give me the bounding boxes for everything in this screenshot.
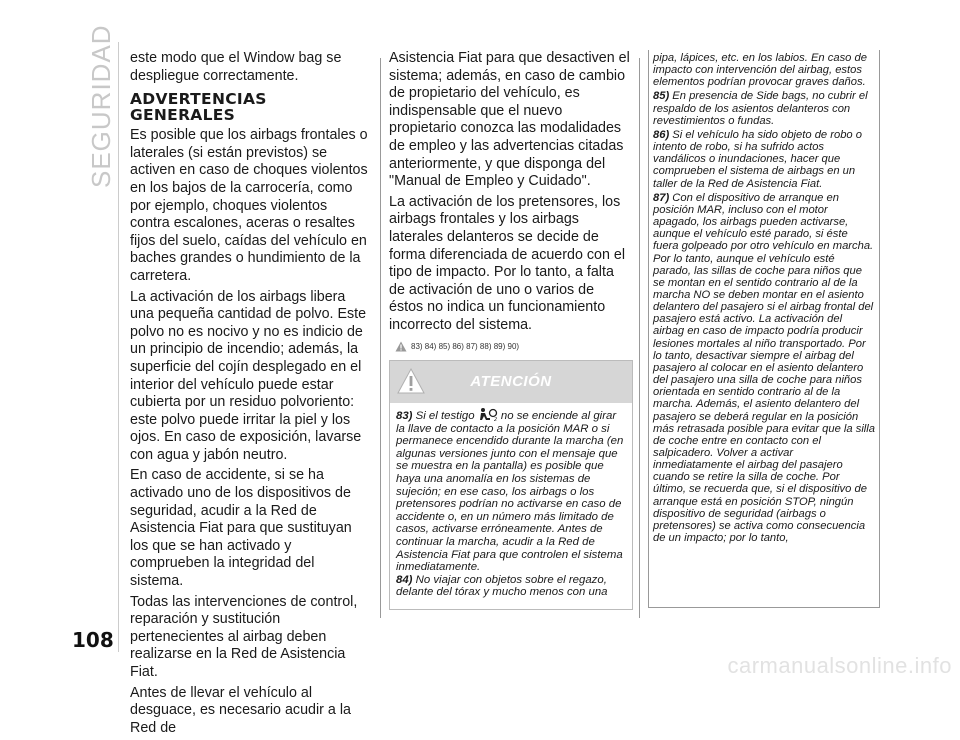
section-heading: ADVERTENCIAS GENERALES: [130, 90, 267, 125]
attention-header: [390, 361, 632, 403]
note-84: [396, 574, 626, 599]
note-87: [653, 192, 875, 545]
note-number: 84): [396, 573, 413, 586]
attention-body: [390, 403, 632, 603]
note-83: [396, 407, 626, 574]
note-text: pipa, lápices, etc. en los labios. En caso de impacto con intervención del airbag, estos elementos podrían provocar graves daños.: [653, 52, 867, 89]
note-text: En presencia de Side bags, no cubrir el respaldo de los asientos delanteros con revestimientos o fundas.: [653, 90, 868, 127]
paragraph: Todas las intervenciones de control, reparación y sustitución pertenecientes al airbag deben realizarse en la Red de Asistencia Fiat.: [130, 593, 358, 680]
column-2: [389, 50, 631, 352]
svg-text:2: 2: [493, 417, 497, 421]
paragraph: Asistencia Fiat para que desactiven el sistema; además, en caso de cambio de propietario del vehículo, es indispensable que el nuevo propietario conozca las modalidades de empleo y las advertencias citadas anteriormente, y que disponga del "Manual de Empleo y Cuidado".: [389, 50, 630, 190]
intro-paragraph: este modo que el Window bag se despliegue correctamente.: [130, 50, 342, 84]
side-divider: [118, 42, 119, 652]
note-number: 86): [653, 128, 670, 141]
reference-list: 83) 84) 85) 86) 87) 88) 89) 90): [411, 341, 520, 351]
paragraph: Antes de llevar el vehículo al desguace, es necesario acudir a la Red de: [130, 684, 351, 736]
column-1: [130, 50, 370, 740]
warning-references: [395, 341, 631, 352]
column-divider: [639, 58, 640, 618]
paragraph: La activación de los airbags libera una pequeña cantidad de polvo. Este polvo no es nocivo y no es indicio de un principio de incendio; además, la superficie del cojín desplegado en el interior del vehículo puede estar cubierta por un residuo polvoriento: este polvo puede irritar la piel y los ojos. En caso de exposición, lavarse con agua y jabón neutro.: [130, 288, 367, 463]
note-number: 85): [653, 90, 670, 103]
watermark: carmanualsonline.info: [727, 653, 952, 678]
warning-triangle-icon: [395, 341, 407, 352]
paragraph: Es posible que los airbags frontales o laterales (si están previstos) se activen en caso de choques violentos en los bajos de la carrocería, como por ejemplo, choques violentos contra escalones, aceras o resaltes fijos del suelo, caídas del vehículo en baches grandes o hundimiento de la carretera.: [130, 127, 368, 284]
airbag-warning-icon: [478, 407, 498, 421]
note-text: Con el dispositivo de arranque en posición MAR, incluso con el motor apagado, los airbags pueden activarse, aunque el vehículo esté parado, si éste fuera golpeado por otro vehículo en marcha. Por lo tanto, aunque el vehículo esté parado, las sillas de coche para niños que se montan en el sentido contrario al de la marcha NO se deben montar en el asiento delantero del pasajero si el airbag frontal del pasajero está activo. La activación del airbag en caso de impacto podría producir lesiones mortales al niño transportado. Por lo tanto, desactivar siempre el airbag del pasajero al colocar en el asiento delantero del pasajero una silla de coche para niños orientada en sentido contrario al de la marcha. Además, el asiento delantero del pasajero se deberá regular en la posición más retrasada posible para evitar que la silla de coche entre en contacto con el salpicadero. Volver a activar inmediatamente el airbag del pasajero cuando se retire la silla de coche. Por último, se recuerda que, si el dispositivo de arranque está en posición STOP, ningún dispositivo de seguridad (airbags o pretensores) se activa como consecuencia de un impacto; por lo tanto,: [653, 191, 876, 545]
note-text: Si el testigo: [415, 410, 475, 422]
note-85: [653, 90, 875, 126]
note-continuation: [653, 52, 875, 88]
column-3-notes: [648, 50, 880, 608]
page-number: 108: [72, 628, 114, 652]
note-text: no se enciende al girar la llave de contacto a la posición MAR o si permanece encendido durante la marcha (en algunas versiones junto con el mensaje que se muestra en la pantalla) es posible que haya una anomalía en los sistemas de sujeción; en ese caso, los airbags o los pretensores podrían no activarse en caso de accidente o, en un número más limitado de casos, activarse erróneamente. Antes de continuar la marcha, acudir a la Red de Asistencia Fiat para que controlen el sistema inmediatamente.: [396, 410, 624, 574]
attention-title: ATENCIÓN: [470, 373, 552, 390]
paragraph: La activación de los pretensores, los airbags frontales y los airbags laterales delanteros se decide de forma diferenciada de acuerdo con el tipo de impacto. Por lo tanto, a falta de activación de uno o varios de éstos no indica un funcionamiento incorrecto del sistema.: [389, 193, 626, 333]
note-86: [653, 129, 875, 190]
column-divider: [380, 58, 381, 618]
section-label: SEGURIDAD: [86, 24, 116, 188]
note-number: 87): [653, 191, 670, 204]
note-text: No viajar con objetos sobre el regazo, delante del tórax y mucho menos con una: [396, 573, 608, 599]
note-number: 83): [396, 410, 413, 422]
attention-box: [389, 360, 633, 610]
note-text: Si el vehículo ha sido objeto de robo o intento de robo, si ha sufrido actos vandálicos o inundaciones, hacer que comprueben el sistema de airbags en un taller de la Red de Asistencia Fiat.: [653, 128, 862, 190]
paragraph: En caso de accidente, si se ha activado uno de los dispositivos de seguridad, acudir a la Red de Asistencia Fiat para que sustituyan los que se han activado y comprueben la integridad del sistema.: [130, 467, 352, 590]
